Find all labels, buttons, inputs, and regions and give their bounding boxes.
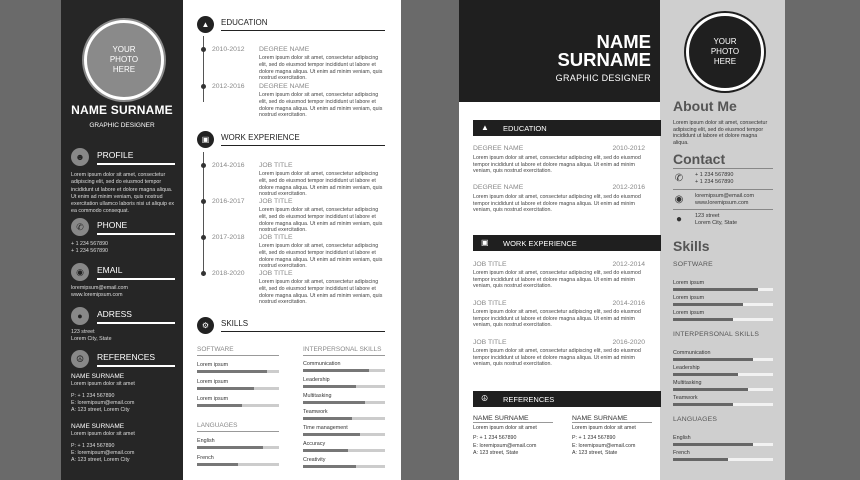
skill-label: French [197,455,214,461]
skill-item [673,380,773,391]
skill-level-bar [197,387,279,390]
resume2-header [459,0,660,102]
education-entry-title: DEGREE NAME 2012-2016 [473,184,645,191]
briefcase-icon: ▣ [197,131,214,148]
skill-item [303,409,385,420]
reference-item: NAME SURNAME Lorem ipsum dolor sit amet P: + 1 234 567890 E: loremipsum@email.com A: 123 street, State [473,415,553,457]
work-entry: JOB TITLE Lorem ipsum dolor sit amet, consectetur adipiscing elit, sed do eiusmod tempor incididunt ut labore et dolore magna aliqua. Ut enim ad minim veniam, quis nostrud exercitation. [259,270,383,306]
software-list [673,276,773,321]
work-entry-title: JOB TITLE 2014-2016 [473,300,645,307]
languages-list [673,431,773,461]
about-title: About Me [673,98,737,114]
skill-label: Lorem ipsum [673,295,705,301]
skill-item [197,455,279,466]
skill-label: English [197,438,215,444]
skill-level-bar [303,369,385,372]
resume2-name-line1: NAME [596,31,651,52]
work-header: ▣ WORK EXPERIENCE [473,235,661,251]
skill-label: Lorem ipsum [197,362,229,368]
skill-item [303,377,385,388]
graduation-cap-icon: ▲ [481,123,489,132]
timeline-dot [201,199,206,204]
skill-level-bar [303,433,385,436]
timeline-dot [201,47,206,52]
skill-item [673,450,773,461]
reference-item: NAME SURNAME Lorem ipsum dolor sit amet P: + 1 234 567890 E: loremipsum@email.com A: 123 street, Lorem City [71,373,135,414]
photo-placeholder: YOUR PHOTO HERE [686,13,764,91]
skill-label: French [673,450,690,456]
contact-divider [673,168,773,169]
skill-item [673,350,773,361]
education-entry: DEGREE NAME Lorem ipsum dolor sit amet, consectetur adipiscing elit, sed do eiusmod tempor incididunt ut labore et dolore magna aliqua. Ut enim ad minim veniam, quis nostrud exercitation. [259,46,383,82]
timeline-dot [201,235,206,240]
skill-level-bar [197,446,279,449]
resume1-main [183,0,401,480]
skill-item [673,435,773,446]
reference-item: NAME SURNAME Lorem ipsum dolor sit amet P: + 1 234 567890 E: loremipsum@email.com A: 123 street, State [572,415,652,457]
resume2-name-line2: SURNAME [557,49,651,70]
timeline-line [203,36,204,102]
skill-level-bar [303,417,385,420]
skill-level-bar [673,388,773,391]
education-years: 2010-2012 [212,46,245,53]
skill-level-bar [303,401,385,404]
skills-header: ⚙ SKILLS [197,317,385,337]
skill-item [303,393,385,404]
people-icon: ☮ [481,394,489,403]
resume1-name: NAME SURNAME [71,103,173,117]
photo-placeholder: YOUR PHOTO HERE [84,20,164,100]
resume1-role: GRAPHIC DESIGNER [89,122,155,129]
references-header: ☮ REFERENCES [473,391,661,407]
skill-label: Lorem ipsum [673,310,705,316]
address-header: ● ADRESS [71,307,175,327]
skill-label: Lorem ipsum [673,280,705,286]
skill-label: Teamwork [303,409,328,415]
work-entry-title: JOB TITLE 2016-2020 [473,339,645,346]
skill-label: Lorem ipsum [197,379,229,385]
skill-label: Creativity [303,457,326,463]
interpersonal-title: INTERPERSONAL SKILLS [673,331,760,338]
skill-label: Time management [303,425,348,431]
skill-item [673,395,773,406]
skill-item [303,457,385,468]
phone-icon: ✆ [674,173,684,184]
timeline-dot [201,84,206,89]
phone-list: + 1 234 567890 + 1 234 567890 [71,241,108,255]
resume1-sidebar [61,0,183,480]
work-entry: JOB TITLE Lorem ipsum dolor sit amet, consectetur adipiscing elit, sed do eiusmod tempor incididunt ut labore et dolore magna aliqua. Ut enim ad minim veniam, quis nostrud exercitation. [259,162,383,198]
work-entry: JOB TITLE Lorem ipsum dolor sit amet, consectetur adipiscing elit, sed do eiusmod tempor incididunt ut labore et dolore magna aliqua. Ut enim ad minim veniam, quis nostrud exercitation. [259,234,383,270]
contact-emails: loremipsum@email.com www.loremipsum.com [695,193,755,206]
gear-icon: ⚙ [197,317,214,334]
skill-item [303,441,385,452]
interpersonal-list [673,346,773,406]
profile-text: Lorem ipsum dolor sit amet, consectetur adipiscing elit, sed do eiusmod tempor incididunt ut labore et dolore magna aliqua. Ut enim ad minim veniam, quis nostrud exercitation ullamco laboris nisi ut aliquip ex ea commodo consequat. [71,172,175,215]
reference-item: NAME SURNAME Lorem ipsum dolor sit amet P: + 1 234 567890 E: loremipsum@email.com A: 123 street, Lorem City [71,423,135,464]
skill-item [197,438,279,449]
work-entry-text: Lorem ipsum dolor sit amet, consectetur adipiscing elit, sed do eiusmod tempor incididunt ut labore et dolore magna aliqua. Ut enim ad minim veniam, quis nostrud exercitation. [473,309,641,329]
skill-item [303,425,385,436]
skill-label: Teamwork [673,395,698,401]
skill-item [673,295,773,306]
education-header: ▲ EDUCATION [197,16,385,36]
timeline-dot [201,163,206,168]
work-years: 2016-2017 [212,198,245,205]
skill-level-bar [673,288,773,291]
work-years: 2018-2020 [212,270,245,277]
address-list: 123 street Lorem City, State [71,329,112,343]
skills-title: Skills [673,238,710,254]
work-entry: JOB TITLE Lorem ipsum dolor sit amet, consectetur adipiscing elit, sed do eiusmod tempor incididunt ut labore et dolore magna aliqua. Ut enim ad minim veniam, quis nostrud exercitation. [259,198,383,234]
email-header: ◉ EMAIL [71,263,175,283]
education-header: ▲ EDUCATION [473,120,661,136]
software-column: SOFTWARE Lorem ipsum Lorem ipsum Lorem ipsum LANGUAGES English French [197,346,279,466]
skill-label: Lorem ipsum [197,396,229,402]
software-title: SOFTWARE [673,261,713,268]
skill-level-bar [303,385,385,388]
globe-icon: ◉ [71,263,89,281]
location-pin-icon: ● [675,214,683,225]
skill-level-bar [303,465,385,468]
contact-address: 123 street Lorem City, State [695,213,738,226]
email-list: loremipsum@email.com www.loremipsum.com [71,285,128,299]
timeline-dot [201,271,206,276]
briefcase-icon: ▣ [481,238,489,247]
skill-label: Multitasking [673,380,702,386]
skill-label: Communication [303,361,341,367]
work-years: 2017-2018 [212,234,245,241]
education-years: 2012-2016 [212,83,245,90]
skill-item [197,362,279,373]
phone-icon: ✆ [71,218,89,236]
timeline-line [203,152,204,276]
skill-label: Accuracy [303,441,326,447]
work-entry-text: Lorem ipsum dolor sit amet, consectetur adipiscing elit, sed do eiusmod tempor incididunt ut labore et dolore magna aliqua. Ut enim ad minim veniam, quis nostrud exercitation. [473,270,641,290]
about-text: Lorem ipsum dolor sit amet, consectetur adipiscing elit, sed do eiusmod tempor incididunt ut labore et dolore magna aliqua. [673,120,768,147]
languages-title: LANGUAGES [673,416,718,423]
skill-item [673,310,773,321]
skill-level-bar [673,303,773,306]
profile-header: ☻ PROFILE [71,148,175,168]
contact-divider [673,209,773,210]
contact-title: Contact [673,151,726,167]
person-icon: ☻ [71,148,89,166]
globe-icon: ◉ [674,194,684,205]
work-entry-title: JOB TITLE 2012-2014 [473,261,645,268]
skill-level-bar [197,463,279,466]
education-entry-text: Lorem ipsum dolor sit amet, consectetur adipiscing elit, sed do eiusmod tempor incididunt ut labore et dolore magna aliqua. Ut enim ad minim veniam, quis nostrud exercitation. [473,155,641,175]
skill-label: English [673,435,691,441]
education-entry: DEGREE NAME Lorem ipsum dolor sit amet, consectetur adipiscing elit, sed do eiusmod tempor incididunt ut labore et dolore magna aliqua. Ut enim ad minim veniam, quis nostrud exercitation. [259,83,383,119]
education-entry-title: DEGREE NAME 2010-2012 [473,145,645,152]
skill-label: Communication [673,350,711,356]
skill-level-bar [197,370,279,373]
skill-label: Leadership [303,377,330,383]
contact-phones: + 1 234 567890 + 1 234 567890 [695,172,734,185]
skill-item [197,379,279,390]
skill-label: Multitasking [303,393,332,399]
skill-item [673,280,773,291]
resume2-role: GRAPHIC DESIGNER [555,73,651,83]
work-years: 2014-2016 [212,162,245,169]
skill-level-bar [197,404,279,407]
interpersonal-column: INTERPERSONAL SKILLS Communication Leadership Multitasking Teamwork Time management Accuracy Creativity [303,346,385,468]
references-header: ☮ REFERENCES [71,350,175,370]
graduation-cap-icon: ▲ [197,16,214,33]
education-entry-text: Lorem ipsum dolor sit amet, consectetur adipiscing elit, sed do eiusmod tempor incididunt ut labore et dolore magna aliqua. Ut enim ad minim veniam, quis nostrud exercitation. [473,194,641,214]
skill-level-bar [673,358,773,361]
skill-level-bar [673,443,773,446]
skill-level-bar [673,373,773,376]
work-entry-text: Lorem ipsum dolor sit amet, consectetur adipiscing elit, sed do eiusmod tempor incididunt ut labore et dolore magna aliqua. Ut enim ad minim veniam, quis nostrud exercitation. [473,348,641,368]
skill-level-bar [673,403,773,406]
location-pin-icon: ● [71,307,89,325]
skill-item [303,361,385,372]
skill-item [673,365,773,376]
people-icon: ☮ [71,350,89,368]
skill-level-bar [673,318,773,321]
phone-header: ✆ PHONE [71,218,175,238]
skill-level-bar [303,449,385,452]
skill-level-bar [673,458,773,461]
contact-divider [673,189,773,190]
skill-label: Leadership [673,365,700,371]
skill-item [197,396,279,407]
work-header: ▣ WORK EXPERIENCE [197,131,385,151]
